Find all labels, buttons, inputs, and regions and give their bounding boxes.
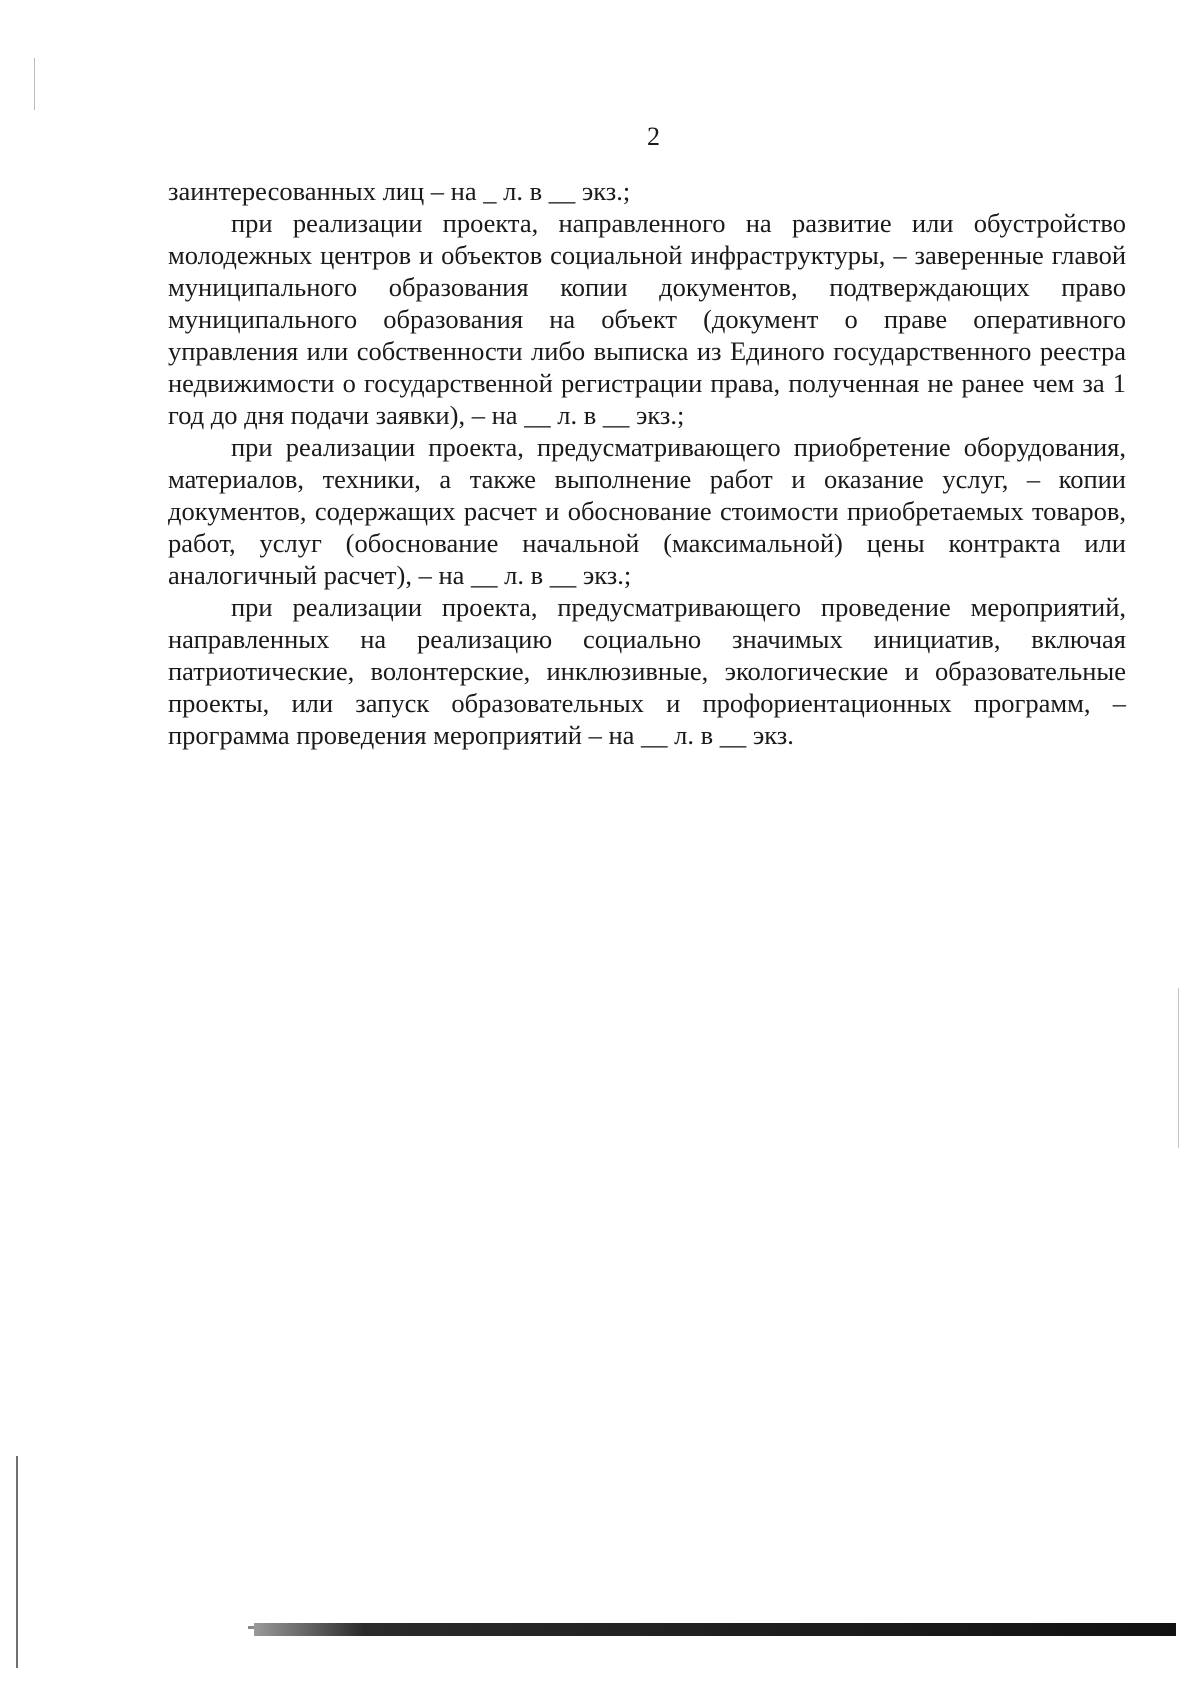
paragraph: при реализации проекта, направленного на развитие или обустройство молодежных центров и объектов социальной инфраструктуры, – заверенные главой муниципального образования копии документов, подтверждающих право муниципального образования на объект (документ о праве оперативного управления или собственности либо выписка из Единого государственного реестра недвижимости о государственной регистрации права, полученная не ранее чем за 1 год до дня подачи заявки), – на __ л. в __ экз.; xyxy=(168,208,1126,430)
paragraph: заинтересованных лиц – на _ л. в __ экз.; xyxy=(168,176,631,206)
scan-artifact-rule xyxy=(254,1623,1176,1636)
document-body xyxy=(168,175,1126,751)
scan-artifact-line xyxy=(34,58,35,110)
paragraph: при реализации проекта, предусматривающего приобретение оборудования, материалов, техники, а также выполнение работ и оказание услуг, – копии документов, содержащих расчет и обоснование стоимости приобретаемых товаров, работ, услуг (обоснование начальной (максимальной) цены контракта или аналогичный расчет), – на __ л. в __ экз.; xyxy=(168,432,1126,590)
paragraph: при реализации проекта, предусматривающего проведение мероприятий, направленных на реализацию социально значимых инициатив, включая патриотические, волонтерские, инклюзивные, экологические и образовательные проекты, или запуск образовательных и профориентационных программ, – программа проведения мероприятий – на __ л. в __ экз. xyxy=(168,592,1126,750)
scan-artifact-line xyxy=(1178,988,1179,1148)
scan-artifact-line xyxy=(16,1456,18,1668)
page-number: 2 xyxy=(647,122,660,151)
